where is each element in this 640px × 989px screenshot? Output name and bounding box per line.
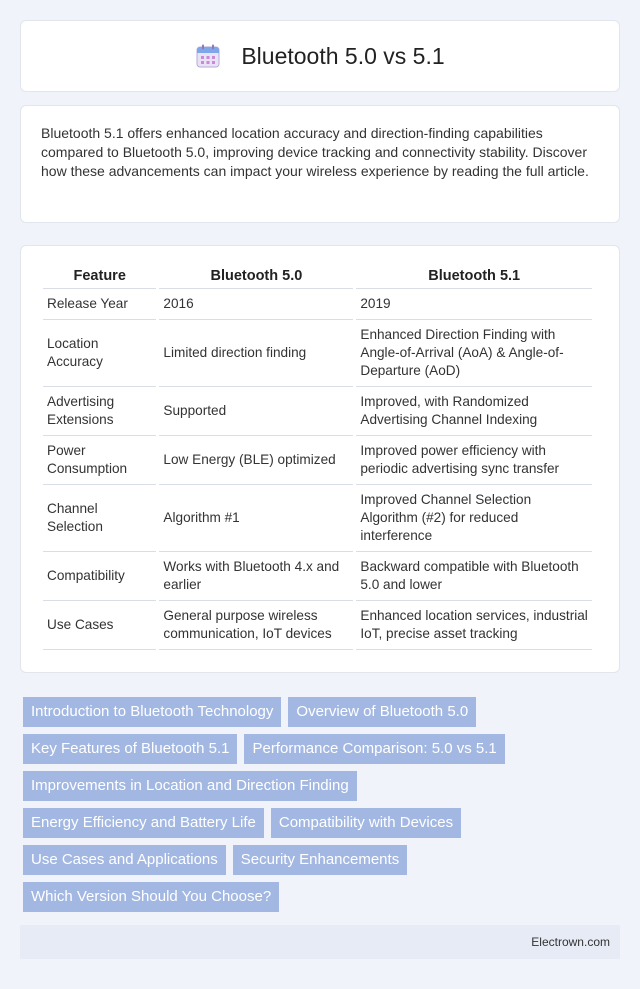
table-row	[43, 601, 592, 650]
page-title: Bluetooth 5.0 vs 5.1	[241, 42, 445, 69]
table-row	[43, 552, 592, 601]
footer	[20, 925, 620, 959]
bt51-cell: Improved Channel Selection Algorithm (#2) for reduced interference	[356, 485, 592, 552]
table-row	[43, 387, 592, 436]
column-header: Feature	[43, 262, 156, 289]
bt51-cell: Enhanced location services, industrial IoT, precise asset tracking	[356, 601, 592, 650]
bt51-cell: Improved power efficiency with periodic advertising sync transfer	[356, 436, 592, 485]
feature-cell: Location Accuracy	[43, 320, 156, 387]
calendar-icon	[195, 43, 221, 69]
feature-cell: Power Consumption	[43, 436, 156, 485]
bt50-cell: General purpose wireless communication, IoT devices	[159, 601, 353, 650]
intro-card	[20, 105, 620, 223]
tag-use-cases[interactable]: Use Cases and Applications	[23, 845, 226, 875]
feature-cell: Channel Selection	[43, 485, 156, 552]
bt50-cell: Low Energy (BLE) optimized	[159, 436, 353, 485]
tag-compatibility[interactable]: Compatibility with Devices	[271, 808, 461, 838]
tag-energy-efficiency[interactable]: Energy Efficiency and Battery Life	[23, 808, 264, 838]
table-header-row	[43, 262, 592, 289]
tag-key-features-5-1[interactable]: Key Features of Bluetooth 5.1	[23, 734, 237, 764]
table-row	[43, 289, 592, 320]
bt51-cell: Improved, with Randomized Advertising Channel Indexing	[356, 387, 592, 436]
topic-tags	[23, 697, 623, 919]
bt50-cell: 2016	[159, 289, 353, 320]
bt51-cell: Backward compatible with Bluetooth 5.0 and lower	[356, 552, 592, 601]
bt50-cell: Supported	[159, 387, 353, 436]
tag-performance-comparison[interactable]: Performance Comparison: 5.0 vs 5.1	[244, 734, 504, 764]
comparison-table	[40, 262, 595, 650]
feature-cell: Release Year	[43, 289, 156, 320]
bt50-cell: Works with Bluetooth 4.x and earlier	[159, 552, 353, 601]
table-row	[43, 436, 592, 485]
column-header: Bluetooth 5.1	[356, 262, 592, 289]
table-row	[43, 320, 592, 387]
footer-site-name[interactable]: Electrown.com	[531, 935, 610, 949]
title-card	[20, 20, 620, 92]
tag-which-version[interactable]: Which Version Should You Choose?	[23, 882, 279, 912]
bt51-cell: 2019	[356, 289, 592, 320]
table-row	[43, 485, 592, 552]
bt51-cell: Enhanced Direction Finding with Angle-of-Arrival (AoA) & Angle-of-Departure (AoD)	[356, 320, 592, 387]
bt50-cell: Algorithm #1	[159, 485, 353, 552]
tag-introduction[interactable]: Introduction to Bluetooth Technology	[23, 697, 281, 727]
feature-cell: Compatibility	[43, 552, 156, 601]
tag-security[interactable]: Security Enhancements	[233, 845, 407, 875]
column-header: Bluetooth 5.0	[159, 262, 353, 289]
tag-overview-5-0[interactable]: Overview of Bluetooth 5.0	[288, 697, 476, 727]
intro-text: Bluetooth 5.1 offers enhanced location accuracy and direction-finding capabilities compared to Bluetooth 5.0, improving device tracking and connectivity stability. Discover how these advancements can impact your wireless experience by reading the full article.	[41, 125, 589, 179]
feature-cell: Advertising Extensions	[43, 387, 156, 436]
bt50-cell: Limited direction finding	[159, 320, 353, 387]
tag-location-direction[interactable]: Improvements in Location and Direction Finding	[23, 771, 357, 801]
feature-cell: Use Cases	[43, 601, 156, 650]
comparison-table-card	[20, 245, 620, 673]
